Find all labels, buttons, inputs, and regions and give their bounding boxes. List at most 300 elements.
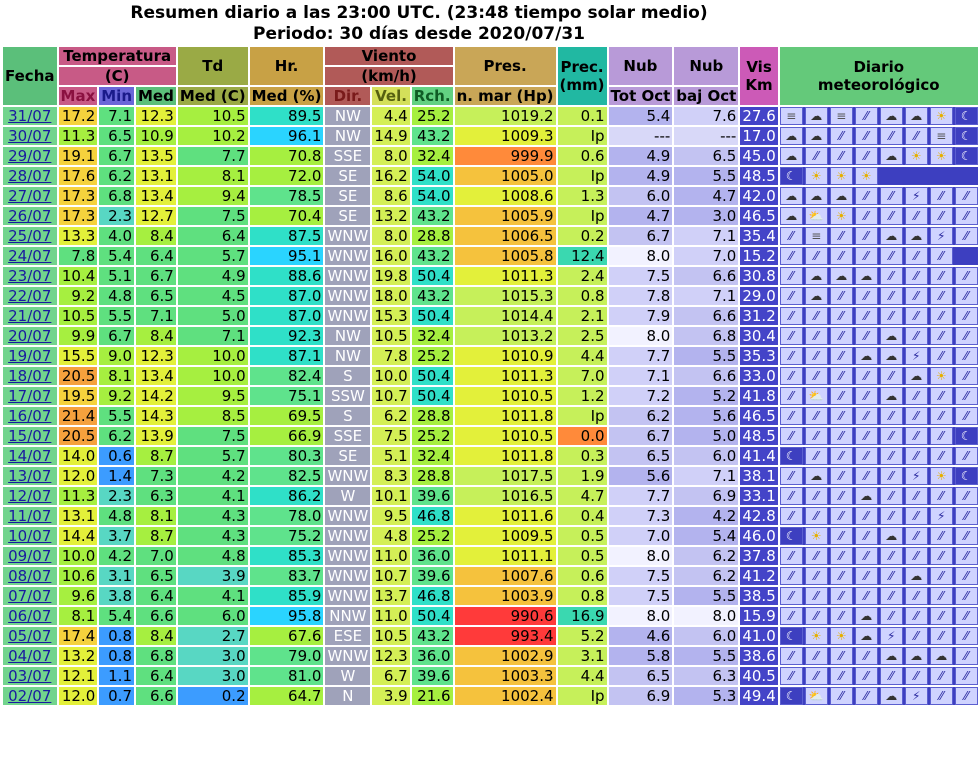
temp-med: 6.8 (136, 647, 176, 665)
date-link[interactable]: 29/07 (3, 147, 57, 165)
wind-dir: WNW (327, 507, 369, 525)
daily-sky-icons (780, 207, 978, 225)
rain-icon: ⁄⁄ (955, 347, 978, 365)
cloud-total: --- (609, 127, 673, 145)
wind-gust: 25.2 (412, 527, 453, 545)
rain-icon: ⁄⁄ (880, 287, 903, 305)
temp-min: 6.8 (99, 187, 134, 205)
rain-icon: ⁄⁄ (830, 147, 853, 165)
precipitation: 0.8 (558, 287, 607, 305)
wind-dir: NNW (325, 607, 370, 625)
temp-med: 8.1 (136, 507, 176, 525)
temp-med: 6.6 (136, 607, 176, 625)
temp-med: 12.3 (136, 347, 176, 365)
precipitation: 0.5 (558, 527, 607, 545)
sun-icon: ☀ (830, 627, 853, 645)
date-link[interactable]: 15/07 (3, 427, 57, 445)
rain-icon: ⁄⁄ (805, 587, 828, 605)
pressure: 1010.9 (455, 347, 556, 365)
temp-min: 5.1 (99, 267, 134, 285)
date-link[interactable]: 22/07 (3, 287, 57, 305)
rain-icon: ⁄⁄ (780, 227, 803, 245)
cloud-low: 6.6 (674, 307, 738, 325)
temp-max: 9.6 (59, 587, 98, 605)
wind-vel: 12.3 (374, 647, 408, 665)
daily-sky-icons (780, 487, 978, 505)
header-pres: Pres. (455, 47, 556, 85)
visibility: 46.5 (742, 207, 776, 225)
rain-icon: ⁄⁄ (855, 567, 878, 585)
wind-gust: 50.4 (412, 367, 453, 385)
wind-gust: 43.2 (412, 207, 453, 225)
visibility: 17.0 (742, 127, 776, 145)
rain-icon: ⁄⁄ (880, 187, 903, 205)
wind-gust: 43.2 (412, 127, 453, 145)
daily-sky-icons (780, 187, 978, 205)
daily-sky-icons (780, 587, 978, 605)
daily-sky-icons (780, 327, 978, 345)
temp-med: 13.4 (136, 187, 176, 205)
precipitation: 2.1 (558, 307, 607, 325)
rain-icon: ⁄⁄ (780, 307, 803, 325)
temp-med: 7.1 (136, 307, 176, 325)
wind-gust: 36.0 (412, 547, 453, 565)
rain-icon: ⁄⁄ (930, 207, 953, 225)
precipitation: Ip (558, 207, 607, 225)
visibility: 31.2 (742, 307, 776, 325)
temp-min: 5.4 (99, 247, 134, 265)
rain-icon: ⁄⁄ (805, 487, 828, 505)
empty-icon (905, 167, 928, 185)
wind-vel: 8.3 (372, 467, 409, 485)
visibility: 37.8 (742, 547, 776, 565)
table-row (3, 147, 978, 165)
rain-icon: ⁄⁄ (855, 107, 878, 125)
temp-med: 13.4 (136, 367, 176, 385)
cloud-icon: ☁ (880, 647, 903, 665)
humidity: 67.6 (250, 627, 324, 645)
pressure: 1009.3 (455, 127, 556, 145)
header-nub-tot: Nub (609, 47, 673, 85)
humidity: 96.1 (250, 127, 324, 145)
rain-icon: ⁄⁄ (930, 287, 953, 305)
date-link[interactable]: 12/07 (3, 487, 57, 505)
cloud-icon: ☁ (880, 387, 903, 405)
wind-gust: 43.2 (412, 287, 453, 305)
temp-max: 19.5 (59, 387, 98, 405)
rain-icon: ⁄⁄ (805, 447, 828, 465)
date-link[interactable]: 27/07 (3, 187, 57, 205)
rain-icon: ⁄⁄ (880, 127, 903, 145)
temp-med: 6.6 (136, 687, 176, 705)
rain-icon: ⁄⁄ (830, 127, 853, 145)
humidity: 85.3 (250, 547, 324, 565)
temp-min: 0.7 (99, 687, 134, 705)
humidity: 82.4 (250, 367, 324, 385)
sun-icon: ☀ (830, 207, 853, 225)
rain-icon: ⁄⁄ (830, 247, 853, 265)
temp-max: 17.3 (59, 207, 98, 225)
temp-med: 6.5 (136, 567, 176, 585)
cloud-icon: ☁ (780, 187, 803, 205)
date-link[interactable]: 07/07 (3, 587, 57, 605)
date-link[interactable]: 10/07 (3, 527, 57, 545)
fog-icon: ≡ (930, 127, 953, 145)
rain-icon: ⁄⁄ (830, 587, 853, 605)
temp-max: 17.3 (59, 187, 98, 205)
pressure: 1013.2 (455, 327, 556, 345)
precipitation: Ip (558, 687, 607, 705)
pressure: 1005.0 (455, 167, 556, 185)
header-td: Td (178, 47, 248, 85)
cloud-icon: ☁ (880, 147, 903, 165)
visibility: 15.9 (742, 607, 776, 625)
date-link[interactable]: 11/07 (3, 507, 57, 525)
table-row (3, 287, 978, 305)
dewpoint: 5.7 (178, 247, 248, 265)
temp-max: 19.1 (59, 147, 98, 165)
cloud-icon: ☁ (905, 567, 928, 585)
rain-icon: ⁄⁄ (830, 427, 853, 445)
cloud-icon: ☁ (830, 267, 853, 285)
header-pres-unit: n. mar (Hp) (456, 87, 554, 105)
wind-dir: S (325, 407, 370, 425)
cloud-low: 8.0 (674, 607, 738, 625)
rain-icon: ⁄⁄ (855, 687, 878, 705)
rain-icon: ⁄⁄ (930, 567, 953, 585)
header-nub-tot-unit: Tot Oct (610, 87, 671, 105)
daily-sky-icons (780, 627, 978, 645)
wind-gust: 50.4 (412, 607, 453, 625)
wind-vel: 16.2 (374, 167, 408, 185)
wind-gust: 54.0 (412, 187, 453, 205)
cloud-total: 7.7 (609, 487, 673, 505)
moon-icon: ☾ (955, 107, 978, 125)
moon-icon: ☾ (780, 687, 803, 705)
dewpoint: 10.0 (178, 347, 248, 365)
humidity: 70.8 (250, 147, 324, 165)
wind-gust: 50.4 (412, 267, 453, 285)
daily-sky-icons (780, 107, 978, 125)
humidity: 87.5 (250, 227, 324, 245)
rain-icon: ⁄⁄ (780, 327, 803, 345)
date-link[interactable]: 16/07 (3, 407, 57, 425)
date-link[interactable]: 19/07 (3, 347, 57, 365)
table-row (3, 567, 978, 585)
temp-med: 7.0 (136, 547, 176, 565)
cloud-icon: ☁ (905, 107, 928, 125)
temp-max: 14.0 (59, 447, 98, 465)
visibility: 35.3 (742, 347, 776, 365)
table-row (3, 107, 978, 125)
wind-dir: W (325, 487, 370, 505)
date-link[interactable]: 03/07 (3, 667, 57, 685)
cloud-icon: ☁ (905, 227, 928, 245)
sun-icon: ☀ (805, 627, 828, 645)
cloud-total: 7.1 (609, 367, 673, 385)
wind-dir: S (325, 367, 370, 385)
date-link[interactable]: 26/07 (3, 207, 57, 225)
table-row (3, 447, 978, 465)
date-link[interactable]: 28/07 (3, 167, 57, 185)
dewpoint: 9.4 (178, 187, 248, 205)
wind-vel: 10.5 (374, 327, 408, 345)
cloud-total: 6.5 (609, 667, 673, 685)
daily-sky-icons (780, 607, 978, 625)
table-row (3, 387, 978, 405)
header-nub-baj-unit: baj Oct (676, 87, 737, 105)
rain-icon: ⁄⁄ (905, 667, 928, 685)
daily-sky-icons (780, 667, 978, 685)
rain-icon: ⁄⁄ (930, 307, 953, 325)
dewpoint: 4.3 (178, 527, 248, 545)
cloud-icon: ☁ (830, 187, 853, 205)
dewpoint: 10.2 (178, 127, 248, 145)
wind-dir: SE (325, 187, 370, 205)
temp-max: 9.9 (59, 327, 98, 345)
rain-icon: ⁄⁄ (955, 287, 978, 305)
cloud-icon: ☁ (905, 367, 928, 385)
table-row (3, 527, 978, 545)
wind-vel: 10.5 (374, 627, 408, 645)
rain-icon: ⁄⁄ (830, 467, 853, 485)
humidity: 87.0 (250, 287, 324, 305)
rain-icon: ⁄⁄ (780, 387, 803, 405)
date-link[interactable]: 30/07 (3, 127, 57, 145)
sun-icon: ☀ (805, 167, 828, 185)
date-link[interactable]: 17/07 (3, 387, 57, 405)
wind-vel: 11.0 (374, 607, 408, 625)
wind-dir: WNW (327, 467, 369, 485)
temp-min: 6.5 (99, 127, 134, 145)
wind-dir: W (325, 667, 370, 685)
rain-icon: ⁄⁄ (805, 367, 828, 385)
date-link[interactable]: 24/07 (3, 247, 57, 265)
temp-min: 0.8 (99, 647, 134, 665)
precipitation: Ip (558, 127, 607, 145)
temp-min: 7.1 (99, 107, 134, 125)
temp-med: 13.1 (136, 167, 176, 185)
rain-icon: ⁄⁄ (955, 367, 978, 385)
moon-icon: ☾ (955, 427, 978, 445)
rain-icon: ⁄⁄ (905, 287, 928, 305)
cloud-icon: ☁ (780, 147, 803, 165)
rain-icon: ⁄⁄ (830, 307, 853, 325)
rain-icon: ⁄⁄ (930, 347, 953, 365)
rain-icon: ⁄⁄ (780, 567, 803, 585)
sun-icon: ☀ (805, 527, 828, 545)
temp-med: 6.4 (136, 247, 176, 265)
cloud-total: 7.3 (609, 507, 673, 525)
rain-icon: ⁄⁄ (955, 607, 978, 625)
rain-icon: ⁄⁄ (855, 127, 878, 145)
cloud-low: 6.5 (674, 147, 738, 165)
visibility: 46.5 (742, 407, 776, 425)
temp-max: 13.3 (59, 227, 98, 245)
table-row (3, 647, 978, 665)
date-link[interactable]: 25/07 (3, 227, 57, 245)
precipitation: 0.6 (558, 567, 607, 585)
rain-icon: ⁄⁄ (830, 687, 853, 705)
rain-icon: ⁄⁄ (855, 547, 878, 565)
rain-icon: ⁄⁄ (830, 547, 853, 565)
rain-icon: ⁄⁄ (930, 327, 953, 345)
wind-gust: 50.4 (412, 307, 453, 325)
humidity: 79.0 (250, 647, 324, 665)
wind-vel: 10.0 (374, 367, 408, 385)
date-link[interactable]: 13/07 (3, 467, 57, 485)
cloud-icon: ☁ (880, 687, 903, 705)
rain-icon: ⁄⁄ (930, 447, 953, 465)
rain-icon: ⁄⁄ (955, 567, 978, 585)
visibility: 48.5 (742, 167, 776, 185)
visibility: 15.2 (742, 247, 776, 265)
rain-icon: ⁄⁄ (830, 407, 853, 425)
precipitation: 7.0 (558, 367, 607, 385)
rain-icon: ⁄⁄ (855, 647, 878, 665)
date-link[interactable]: 05/07 (3, 627, 57, 645)
cloud-icon: ☁ (805, 127, 828, 145)
rain-icon: ⁄⁄ (930, 627, 953, 645)
humidity: 86.2 (250, 487, 324, 505)
visibility: 27.6 (742, 107, 776, 125)
wind-vel: 11.0 (374, 547, 408, 565)
humidity: 85.9 (250, 587, 324, 605)
daily-sky-icons (780, 167, 978, 185)
temp-min: 2.3 (99, 487, 134, 505)
cloud-low: 7.0 (674, 247, 738, 265)
visibility: 41.4 (742, 447, 776, 465)
date-link[interactable]: 18/07 (3, 367, 57, 385)
empty-icon (880, 167, 903, 185)
date-link[interactable]: 02/07 (3, 687, 57, 705)
table-row (3, 307, 978, 325)
temp-med: 14.3 (136, 407, 176, 425)
rain-icon: ⁄⁄ (905, 547, 928, 565)
daily-sky-icons (780, 567, 978, 585)
table-row (3, 667, 978, 685)
date-link[interactable]: 06/07 (3, 607, 57, 625)
header-temperatura: Temperatura (59, 47, 176, 65)
date-link[interactable]: 04/07 (3, 647, 57, 665)
visibility: 33.1 (742, 487, 776, 505)
visibility: 38.5 (742, 587, 776, 605)
date-link[interactable]: 21/07 (3, 307, 57, 325)
table-row (3, 427, 978, 445)
date-link[interactable]: 14/07 (3, 447, 57, 465)
rain-icon: ⁄⁄ (830, 447, 853, 465)
temp-med: 12.3 (136, 107, 176, 125)
header-max: Max (60, 87, 96, 105)
rain-icon: ⁄⁄ (955, 447, 978, 465)
rain-icon: ⁄⁄ (880, 587, 903, 605)
empty-icon (930, 167, 953, 185)
wind-dir: SE (325, 167, 370, 185)
temp-max: 13.2 (59, 647, 98, 665)
rain-icon: ⁄⁄ (905, 267, 928, 285)
visibility: 42.0 (742, 187, 776, 205)
pressure: 1003.9 (455, 587, 556, 605)
wind-gust: 50.4 (412, 387, 453, 405)
rain-icon: ⁄⁄ (855, 247, 878, 265)
visibility: 30.4 (742, 327, 776, 345)
rain-icon: ⁄⁄ (905, 607, 928, 625)
rain-icon: ⁄⁄ (830, 667, 853, 685)
rain-icon: ⁄⁄ (855, 367, 878, 385)
rain-icon: ⁄⁄ (930, 527, 953, 545)
daily-sky-icons (780, 367, 978, 385)
precipitation: 4.7 (558, 487, 607, 505)
wind-gust: 32.4 (412, 147, 453, 165)
wind-gust: 32.4 (412, 447, 453, 465)
humidity: 95.8 (250, 607, 324, 625)
rain-icon: ⁄⁄ (805, 667, 828, 685)
cloud-low: 5.5 (674, 347, 738, 365)
temp-med: 7.3 (136, 467, 176, 485)
rain-icon: ⁄⁄ (955, 267, 978, 285)
header-viento-unit: (km/h) (325, 67, 452, 85)
rain-icon: ⁄⁄ (780, 287, 803, 305)
cloud-total: 4.9 (609, 147, 673, 165)
temp-max: 11.3 (59, 487, 98, 505)
pressure: 1011.6 (455, 507, 556, 525)
cloud-low: 6.2 (674, 567, 738, 585)
dewpoint: 4.9 (178, 267, 248, 285)
wind-vel: 8.6 (372, 187, 409, 205)
cloud-low: 3.0 (674, 207, 738, 225)
rain-icon: ⁄⁄ (780, 647, 803, 665)
rain-icon: ⁄⁄ (805, 407, 828, 425)
rain-icon: ⁄⁄ (905, 507, 928, 525)
temp-max: 14.4 (59, 527, 98, 545)
date-link[interactable]: 31/07 (3, 107, 57, 125)
date-link[interactable]: 20/07 (3, 327, 57, 345)
precipitation: 0.3 (558, 447, 607, 465)
temp-med: 6.7 (136, 267, 176, 285)
partly-cloudy-icon: ⛅ (805, 687, 828, 705)
cloud-total: 7.7 (609, 347, 673, 365)
dewpoint: 7.7 (178, 147, 248, 165)
date-link[interactable]: 23/07 (3, 267, 57, 285)
visibility: 41.8 (742, 387, 776, 405)
rain-icon: ⁄⁄ (880, 507, 903, 525)
precipitation: Ip (558, 407, 607, 425)
rain-icon: ⁄⁄ (830, 287, 853, 305)
cloud-icon: ☁ (805, 187, 828, 205)
cloud-total: 7.8 (609, 287, 673, 305)
wind-dir: WNW (327, 547, 369, 565)
precipitation: 4.4 (558, 667, 607, 685)
humidity: 88.6 (250, 267, 324, 285)
wind-gust: 32.4 (412, 327, 453, 345)
rain-icon: ⁄⁄ (830, 387, 853, 405)
dewpoint: 4.1 (178, 487, 248, 505)
wind-vel: 4.8 (372, 527, 409, 545)
temp-max: 7.8 (59, 247, 98, 265)
moon-icon: ☾ (780, 447, 803, 465)
temp-min: 0.6 (99, 447, 134, 465)
daily-sky-icons (780, 547, 978, 565)
temp-max: 20.5 (59, 367, 98, 385)
date-link[interactable]: 08/07 (3, 567, 57, 585)
cloud-low: 6.6 (674, 267, 738, 285)
header-temp-unit: (C) (59, 67, 176, 85)
temp-max: 17.6 (59, 167, 98, 185)
precipitation: 3.1 (558, 647, 607, 665)
dewpoint: 10.0 (178, 367, 248, 385)
temp-max: 10.5 (59, 307, 98, 325)
date-link[interactable]: 09/07 (3, 547, 57, 565)
